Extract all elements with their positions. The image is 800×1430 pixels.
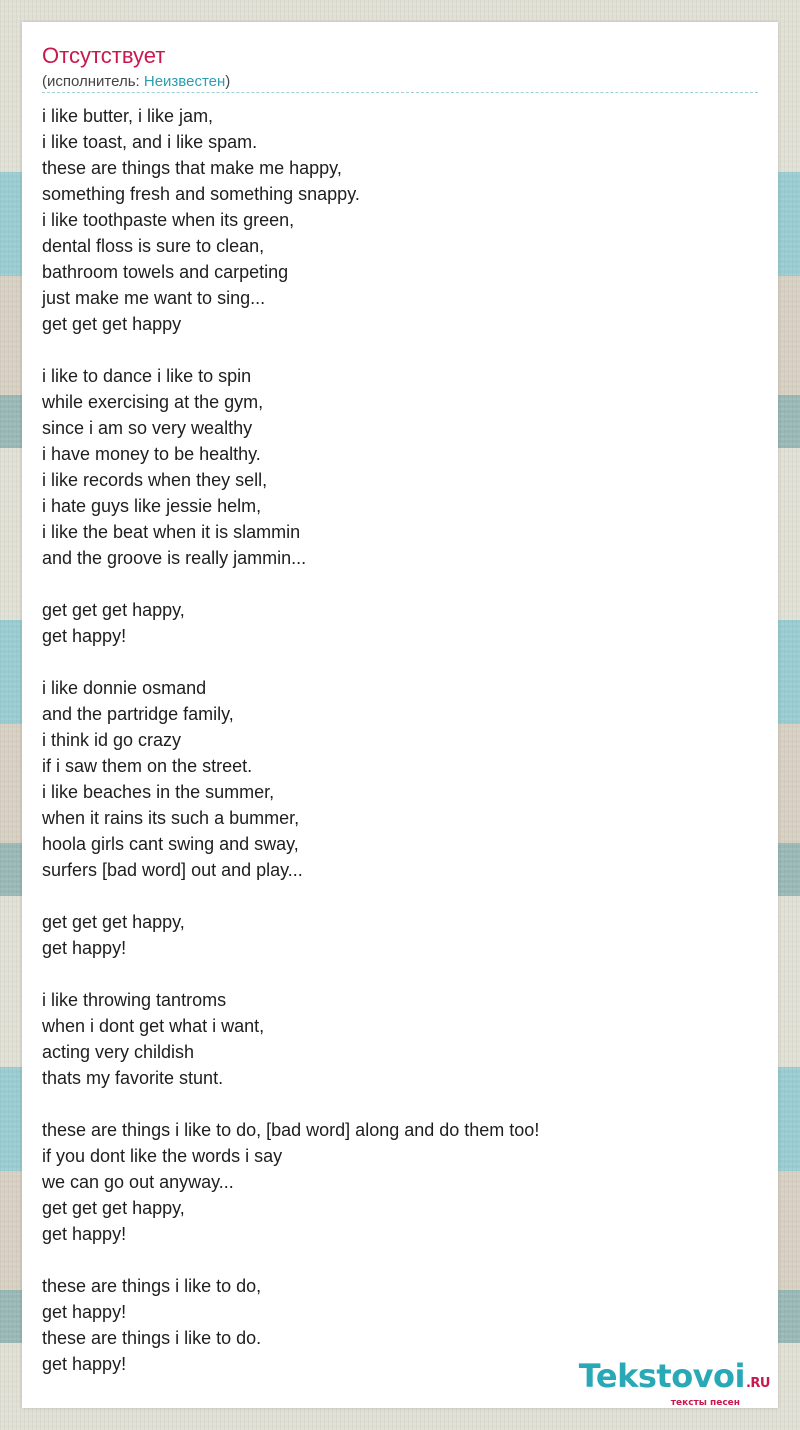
lyric-line: these are things i like to do,	[42, 1276, 262, 1296]
title-divider	[42, 92, 758, 93]
lyric-line: acting very childish	[42, 1042, 195, 1062]
lyric-line: since i am so very wealthy	[42, 418, 253, 438]
lyric-line: hoola girls cant swing and sway,	[42, 834, 299, 854]
lyric-blank-line	[42, 1091, 758, 1117]
lyric-line: when i dont get what i want,	[42, 1016, 265, 1036]
lyric-line: i like toothpaste when its green,	[42, 210, 295, 230]
logo-name: Tekstovoi	[578, 1357, 745, 1395]
lyric-line: these are things i like to do.	[42, 1328, 262, 1348]
lyric-line: get happy!	[42, 938, 127, 958]
lyric-line: get happy!	[42, 626, 127, 646]
song-title: Отсутствует	[42, 43, 166, 68]
lyric-blank-line	[42, 1247, 758, 1273]
lyric-line: something fresh and something snappy.	[42, 184, 360, 204]
lyric-line: if you dont like the words i say	[42, 1146, 283, 1166]
lyric-line: these are things i like to do, [bad word] along and do them too!	[42, 1120, 540, 1140]
lyric-line: i like beaches in the summer,	[42, 782, 275, 802]
lyric-line: get get get happy,	[42, 600, 185, 620]
lyric-line: get get get happy,	[42, 1198, 185, 1218]
lyric-line: i think id go crazy	[42, 730, 182, 750]
lyric-blank-line	[42, 571, 758, 597]
lyric-blank-line	[42, 337, 758, 363]
lyric-line: i like butter, i like jam,	[42, 106, 214, 126]
lyric-line: i like records when they sell,	[42, 470, 268, 490]
lyric-line: i like to dance i like to spin	[42, 366, 252, 386]
lyric-blank-line	[42, 883, 758, 909]
lyric-line: if i saw them on the street.	[42, 756, 253, 776]
lyric-line: get happy!	[42, 1302, 127, 1322]
lyric-line: thats my favorite stunt.	[42, 1068, 224, 1088]
lyric-line: and the partridge family,	[42, 704, 234, 724]
lyric-line: get happy!	[42, 1224, 127, 1244]
lyric-line: i like donnie osmand	[42, 678, 207, 698]
lyric-line: i like the beat when it is slammin	[42, 522, 301, 542]
lyric-line: i have money to be healthy.	[42, 444, 261, 464]
lyric-line: just make me want to sing...	[42, 288, 266, 308]
lyric-line: get get get happy	[42, 314, 182, 334]
lyric-line: i like toast, and i like spam.	[42, 132, 258, 152]
lyric-blank-line	[42, 961, 758, 987]
lyric-line: get happy!	[42, 1354, 127, 1374]
site-logo[interactable]	[579, 1359, 770, 1408]
lyric-line: and the groove is really jammin...	[42, 548, 307, 568]
logo-tld: .RU	[745, 1376, 770, 1391]
lyric-line: when it rains its such a bummer,	[42, 808, 300, 828]
lyric-line: these are things that make me happy,	[42, 158, 342, 178]
lyric-line: get get get happy,	[42, 912, 185, 932]
lyrics-card	[22, 22, 778, 1408]
lyric-line: dental floss is sure to clean,	[42, 236, 265, 256]
lyric-line: i like throwing tantroms	[42, 990, 227, 1010]
lyrics-text	[42, 103, 758, 1377]
artist-line	[42, 73, 230, 91]
lyric-blank-line	[42, 649, 758, 675]
lyric-line: while exercising at the gym,	[42, 392, 264, 412]
artist-link[interactable]: Неизвестен	[143, 73, 226, 90]
logo-tagline: тексты песен	[670, 1398, 740, 1408]
lyric-line: we can go out anyway...	[42, 1172, 234, 1192]
lyric-line: i hate guys like jessie helm,	[42, 496, 262, 516]
lyric-line: surfers [bad word] out and play...	[42, 860, 303, 880]
lyric-line: bathroom towels and carpeting	[42, 262, 289, 282]
artist-prefix: (исполнитель:	[42, 73, 144, 90]
logo-wordmark	[579, 1359, 770, 1401]
artist-suffix: )	[225, 73, 231, 90]
